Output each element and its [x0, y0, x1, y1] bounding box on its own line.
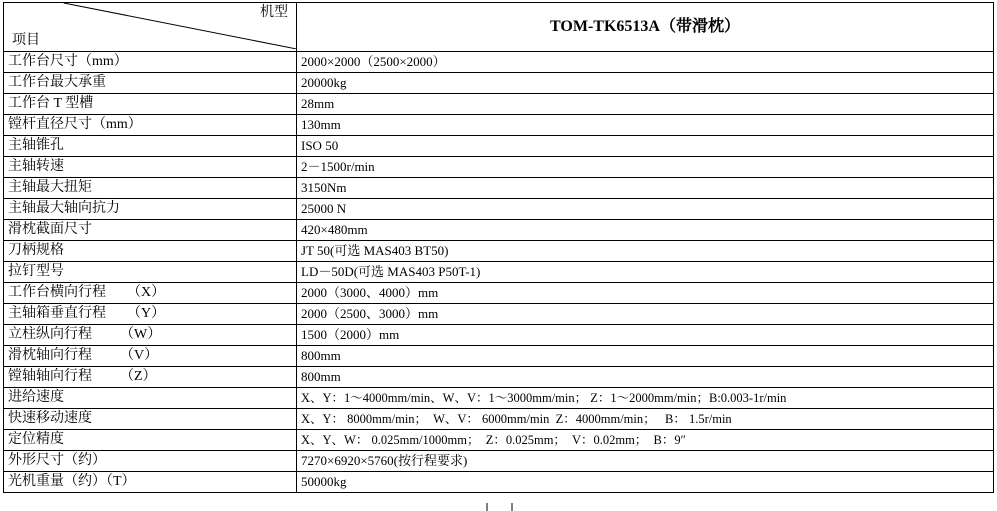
table-row	[4, 346, 994, 367]
header-model-label: 机型	[260, 5, 288, 20]
row-label: 镗杆直径尺寸（mm）	[4, 115, 297, 136]
row-value: 7270×6920×5760(按行程要求)	[297, 451, 994, 472]
row-label: 主轴箱垂直行程 （Y）	[4, 304, 297, 325]
row-value: 20000kg	[297, 73, 994, 94]
header-corner-cell	[4, 3, 297, 52]
row-value: 2000×2000（2500×2000）	[297, 52, 994, 73]
table-row	[4, 199, 994, 220]
specification-table	[3, 2, 994, 493]
table-row	[4, 304, 994, 325]
table-row	[4, 136, 994, 157]
row-label: 主轴最大轴向抗力	[4, 199, 297, 220]
table-row	[4, 73, 994, 94]
row-label: 刀柄规格	[4, 241, 297, 262]
row-label: 进给速度	[4, 388, 297, 409]
row-value: X、Y、W： 0.025mm/1000mm； Z：0.025mm； V：0.02mm； B：9″	[297, 430, 994, 451]
table-row	[4, 472, 994, 493]
table-row	[4, 367, 994, 388]
row-value: 420×480mm	[297, 220, 994, 241]
row-label: 外形尺寸（约）	[4, 451, 297, 472]
row-value: 25000 N	[297, 199, 994, 220]
header-item-label: 项目	[12, 32, 40, 48]
row-label: 立柱纵向行程 （W）	[4, 325, 297, 346]
row-value: 50000kg	[297, 472, 994, 493]
table-header-row	[4, 3, 994, 52]
row-value: 2－1500r/min	[297, 157, 994, 178]
table-row	[4, 451, 994, 472]
table-row	[4, 430, 994, 451]
row-value: 28mm	[297, 94, 994, 115]
row-value: X、Y：1～4000mm/min、W、V：1～3000mm/min； Z：1～2000mm/min；B:0.003-1r/min	[297, 388, 994, 409]
spec-sheet	[0, 2, 997, 511]
table-row	[4, 220, 994, 241]
row-label: 主轴最大扭矩	[4, 178, 297, 199]
table-row	[4, 178, 994, 199]
table-row	[4, 157, 994, 178]
row-label: 工作台尺寸（mm）	[4, 52, 297, 73]
table-row	[4, 283, 994, 304]
page-bottom-marks	[0, 503, 997, 511]
row-label: 镗轴轴向行程 （Z）	[4, 367, 297, 388]
row-label: 快速移动速度	[4, 409, 297, 430]
table-row	[4, 241, 994, 262]
table-body	[4, 3, 994, 493]
row-value: 2000（3000、4000）mm	[297, 283, 994, 304]
row-value: LD－50D(可选 MAS403 P50T-1)	[297, 262, 994, 283]
table-row	[4, 115, 994, 136]
row-value: X、Y： 8000mm/min； W、V： 6000mm/min Z：4000mm/min； B： 1.5r/min	[297, 409, 994, 430]
row-label: 工作台最大承重	[4, 73, 297, 94]
row-label: 工作台横向行程 （X）	[4, 283, 297, 304]
table-row	[4, 325, 994, 346]
row-label: 滑枕轴向行程 （V）	[4, 346, 297, 367]
header-title-cell: TOM-TK6513A（带滑枕）	[297, 3, 994, 52]
row-value: JT 50(可选 MAS403 BT50)	[297, 241, 994, 262]
row-value: 800mm	[297, 346, 994, 367]
table-row	[4, 262, 994, 283]
row-label: 定位精度	[4, 430, 297, 451]
row-label: 拉钉型号	[4, 262, 297, 283]
row-label: 光机重量（约）（T）	[4, 472, 297, 493]
row-label: 主轴锥孔	[4, 136, 297, 157]
row-value: 800mm	[297, 367, 994, 388]
row-value: 1500（2000）mm	[297, 325, 994, 346]
table-row	[4, 52, 994, 73]
row-label: 滑枕截面尺寸	[4, 220, 297, 241]
table-row	[4, 94, 994, 115]
row-value: 3150Nm	[297, 178, 994, 199]
diagonal-divider-icon	[4, 3, 296, 49]
row-label: 工作台 T 型槽	[4, 94, 297, 115]
row-value: 2000（2500、3000）mm	[297, 304, 994, 325]
table-row	[4, 409, 994, 430]
row-value: 130mm	[297, 115, 994, 136]
row-value: ISO 50	[297, 136, 994, 157]
table-row	[4, 388, 994, 409]
row-label: 主轴转速	[4, 157, 297, 178]
